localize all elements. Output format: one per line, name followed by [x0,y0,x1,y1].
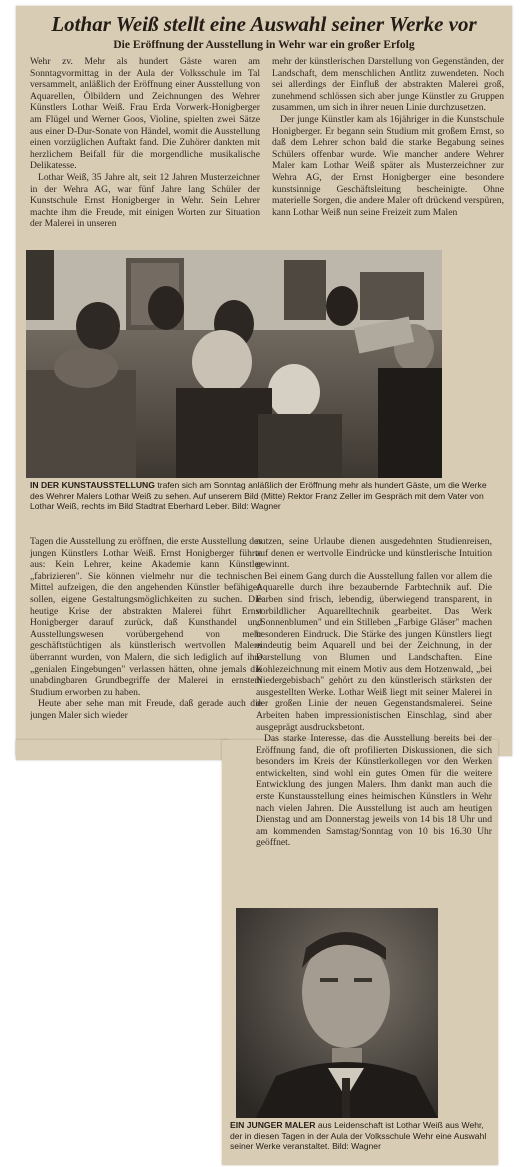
paragraph: nutzen, seine Urlaube dienen ausgedehnten Studienreisen, auf denen er wertvolle Eindrücke und künstlerische Intuition gewinnt. [256,536,492,571]
portrait-photo-caption [230,1120,494,1164]
exhibition-photo-caption [30,480,490,530]
article-column-1 [30,56,260,246]
photo-credit: Bild: Wagner [231,501,281,512]
article-column-4 [256,536,492,906]
article-subheadline: Die Eröffnung der Ausstellung in Wehr war ein großer Erfolg [113,39,415,51]
exhibition-photo-image [26,250,442,478]
paragraph: Das starke Interesse, das die Ausstellung bereits bei der Eröffnung fand, die oft profilierten Diskussionen, die sich besonders im Kreis der Künstlerkollegen vor den Werken entwickelten, sind wohl ein gutes Omen für die weitere Entwicklung des jungen Malers. Ihm dankt man auch die erste Kunstausstellung eines heimischen Künstlers in Wehr nach vielen Jahren. Die Ausstellung ist auch am heutigen Dienstag und am Donnerstag jeweils von 14 bis 18 Uhr und am kommenden Samstag/Sonntag von 10 bis 16.30 Uhr geöffnet. [256,733,492,849]
caption-lead: IN DER KUNSTAUSSTELLUNG [30,480,155,490]
portrait-photo [236,908,438,1118]
photo-credit: Bild: Wagner [332,1141,381,1152]
article-headline: Lothar Weiß stellt eine Auswahl seiner Werke vor [51,12,477,36]
paragraph: Tagen die Ausstellung zu eröffnen, die erste Ausstellung des jungen Künstlers Lothar Weiß. Ernst Honigberger führte aus: Kein Lehrer, keine Akademie kann Künstler „fabrizieren". Sie können vielmehr nur die technischen Mittel aufzeigen, die den angehenden Künstler befähigen sollen, eigene Gestaltungsmöglichkeiten zu suchen. Die heutige Krise der abstrakten Malerei führt Ernst Honigberger darauf zurück, daß Kunsthandel und Ausstellungswesen vorübergehend von mehr geschäftstüchtigen als künstlerisch wertvollen Malern überrannt wurden, von Malern, die sich lediglich auf ihre „genialen Eingebungen" verlassen hätten, ohne jemals die unabdingbaren Grundbegriffe der Malerei in ernstem Studium erworben zu haben. [30,536,262,698]
paragraph: mehr der künstlerischen Darstellung von Gegenständen, der Landschaft, dem menschlichen Antlitz zuwendeten. Noch sei allerdings der Einfluß der abstrakten Malerei groß, zunehmend schlössen sich aber junge Künstler zu Gruppen zusammen, um sich in ihrer neuen Linie durchzusetzen. [272,56,504,114]
paragraph: Lothar Weiß, 35 Jahre alt, seit 12 Jahren Musterzeichner in der Wehra AG, war fünf Jahre lang Schüler der Kunstschule Ernst Honigberger in Wehr. Sein Lehrer machte ihm die Freude, mit einigen Worten zur Situation der Malerei in unseren [30,171,260,230]
paragraph: Heute aber sehe man mit Freude, daß gerade auch die jungen Maler sich wieder [30,698,262,721]
portrait-photo-image [236,908,438,1118]
caption-text: trafen sich am Sonntag anläßlich der Eröffnung mehr als hundert Gäste, um die Werke des Wehrer Malers Lothar Weiß zu sehen. Auf unserem Bild (Mitte) Rektor Franz Zeller im Gespräch mit dem Vater von Lothar Weiß, rechts im Bild Stadtrat Eberhard Leber. [30,480,487,512]
article-column-3 [30,536,262,746]
paragraph: Bei einem Gang durch die Ausstellung fallen vor allem die Aquarelle durch ihre bezaubernde Farbtechnik auf. Die Farben sind frisch, lebendig, überwiegend transparent, in vorbildlicher Aquarelltechnik gearbeitet. Das Werk „Sonnenblumen" und ein Stilleben „Farbige Gläser" machen besonderen Eindruck. Die Stärke des jungen Künstlers liegt eindeutig beim Aquarell und bei der Zeichnung, in der Darstellung von Blumen und Landschaften. Eine Kohlezeichnung mit einem Motiv aus dem Hotzenwald, „bei Niedergebisbach" gehört zu den künstlerisch stärksten der ausgestellten Werke. Lothar Weiß liegt mit seiner Malerei in der großen Linie der neuen Gegenstandsmalerei. Seine Arbeiten haben impressionistischen Einschlag, sind aber ausgeprägt ausdrucksbetont. [256,570,492,733]
paragraph: Wehr zv. Mehr als hundert Gäste waren am Sonntagvormittag in der Aula der Volksschule im Tal versammelt, anläßlich der Eröffnung einer Ausstellung von Aquarellen, Ölbildern und Zeichnungen des Wehrer Künstlers Lothar Weiß. Frau Erda Vorwerk-Honigberger am Flügel und Werner Goos, Violine, spielten zwei Sätze aus einer D-Dur-Sonate von Händel, womit die Ausstellung einen vorzüglichen Auftakt fand. Die Zuhörer dankten mit herzlichem Beifall für die morgendliche musikalische Delikatesse. [30,56,260,172]
exhibition-photo [26,250,442,478]
caption-lead: EIN JUNGER MALER [230,1120,316,1130]
caption-text: aus Leidenschaft ist Lothar Weiß aus Wehr, der in diesen Tagen in der Aula der Volksschule Wehr eine Auswahl seiner Werke veranstaltet. [230,1120,487,1152]
article-column-2 [272,56,504,246]
paragraph: Der junge Künstler kam als 16jähriger in die Kunstschule Honigberger. Er begann sein Studium mit großem Ernst, so daß dem Lehrer schon bald die starke Begabung seines Schülers offenbar wurde. Wie mancher andere Wehrer Maler kam Lothar Weiß später als Musterzeichner zur Wehra AG, der Ernst Honigberger eine besondere kunstsinnige Geschäftsleitung bescheinigte. Ohne materielle Sorgen, die andere Maler oft drückend verspüren, kann Lothar Weiß nun seine Freizeit zum Malen [272,113,504,218]
